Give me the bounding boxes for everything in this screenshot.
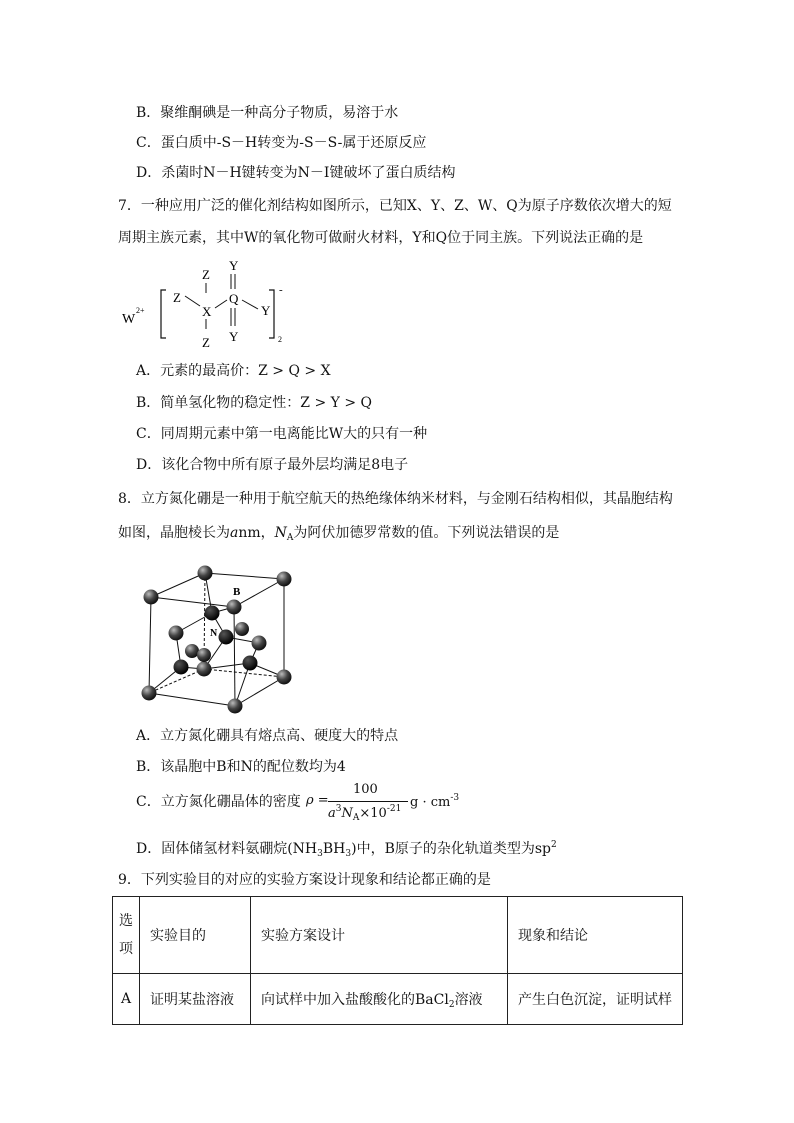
q8-option-a: A．立方氮化硼具有熔点高、硬度大的特点 [136, 728, 399, 744]
label-n: N [210, 628, 218, 639]
q7-option-b: B．简单氢化物的稳定性：Z > Y > Q [136, 395, 372, 411]
row-purpose: 证明某盐溶液 [140, 974, 251, 1025]
atom-y-top: Y [229, 258, 239, 273]
q7-stem-line2: 周期主族元素，其中W的氧化物可做耐火材料，Y和Q位于同主族。下列说法正确的是 [118, 230, 644, 246]
q8-option-b: B．该晶胞中B和N的配位数均为4 [136, 759, 346, 775]
atom-z-left: Z [173, 290, 181, 305]
header-result: 现象和结论 [508, 897, 683, 974]
anion-count: 2 [278, 335, 282, 344]
q9-stem: 9．下列实验目的对应的实验方案设计现象和结论都正确的是 [118, 872, 491, 888]
table-header-row [113, 897, 683, 974]
q8-crystal-diagram [138, 565, 300, 715]
q7-option-d: D．该化合物中所有原子最外层均满足8电子 [136, 457, 409, 473]
q6-option-b: B．聚维酮碘是一种高分子物质，易溶于水 [136, 105, 399, 121]
q6-option-c: C．蛋白质中-S－H转变为-S－S-属于还原反应 [136, 135, 427, 151]
q7-option-a: A．元素的最高价：Z > Q > X [136, 363, 331, 379]
row-result: 产生白色沉淀，证明试样 [508, 974, 683, 1025]
q8-stem-line2: 如图，晶胞棱长为anm，$N_A$为阿伏加德罗常数的值。下列说法错误的是 [118, 525, 560, 543]
atom-z-top: Z [202, 267, 210, 282]
header-design: 实验方案设计 [251, 897, 508, 974]
header-purpose: 实验目的 [140, 897, 251, 974]
q7-stem-line1: 7．一种应用广泛的催化剂结构如图所示，已知X、Y、Z、W、Q为原子序数依次增大的短 [118, 198, 672, 214]
q8-density-formula: ρ = 100 $a^3N_A\times 10^{-21}$ $g \cdot cm^{-3}$ [306, 782, 460, 823]
q7-structure-diagram [118, 255, 298, 350]
atom-x: X [202, 304, 212, 319]
atom-y-right: Y [261, 303, 271, 318]
atom-q: Q [229, 291, 239, 306]
row-option: A [113, 974, 140, 1025]
header-option: 选项 [113, 897, 140, 974]
label-b: B [233, 586, 241, 598]
row-design: 向试样中加入盐酸酸化的BaCl$_2$溶液 [251, 974, 508, 1025]
cation-w: W [122, 312, 136, 327]
cation-charge: 2+ [136, 306, 145, 315]
left-bracket [161, 290, 166, 338]
q7-option-c: C．同周期元素中第一电离能比W大的只有一种 [136, 426, 428, 442]
q8-stem-line1: 8．立方氮化硼是一种用于航空航天的热绝缘体纳米材料，与金刚石结构相似，其晶胞结构 [118, 491, 673, 507]
atom-y-bottom: Y [229, 329, 239, 344]
q8-option-c: C．立方氮化硼晶体的密度 [136, 794, 301, 810]
table-row [113, 974, 683, 1025]
q6-option-d: D．杀菌时N－H键转变为N－I键破坏了蛋白质结构 [136, 165, 456, 181]
q8-option-d: D．固体储氢材料氨硼烷$(NH_3BH_3)$中，B原子的杂化轨道类型为$sp^2$ [136, 840, 557, 859]
q9-experiment-table [112, 896, 683, 1025]
atom-z-bottom: Z [202, 335, 210, 350]
anion-charge: - [279, 284, 283, 296]
